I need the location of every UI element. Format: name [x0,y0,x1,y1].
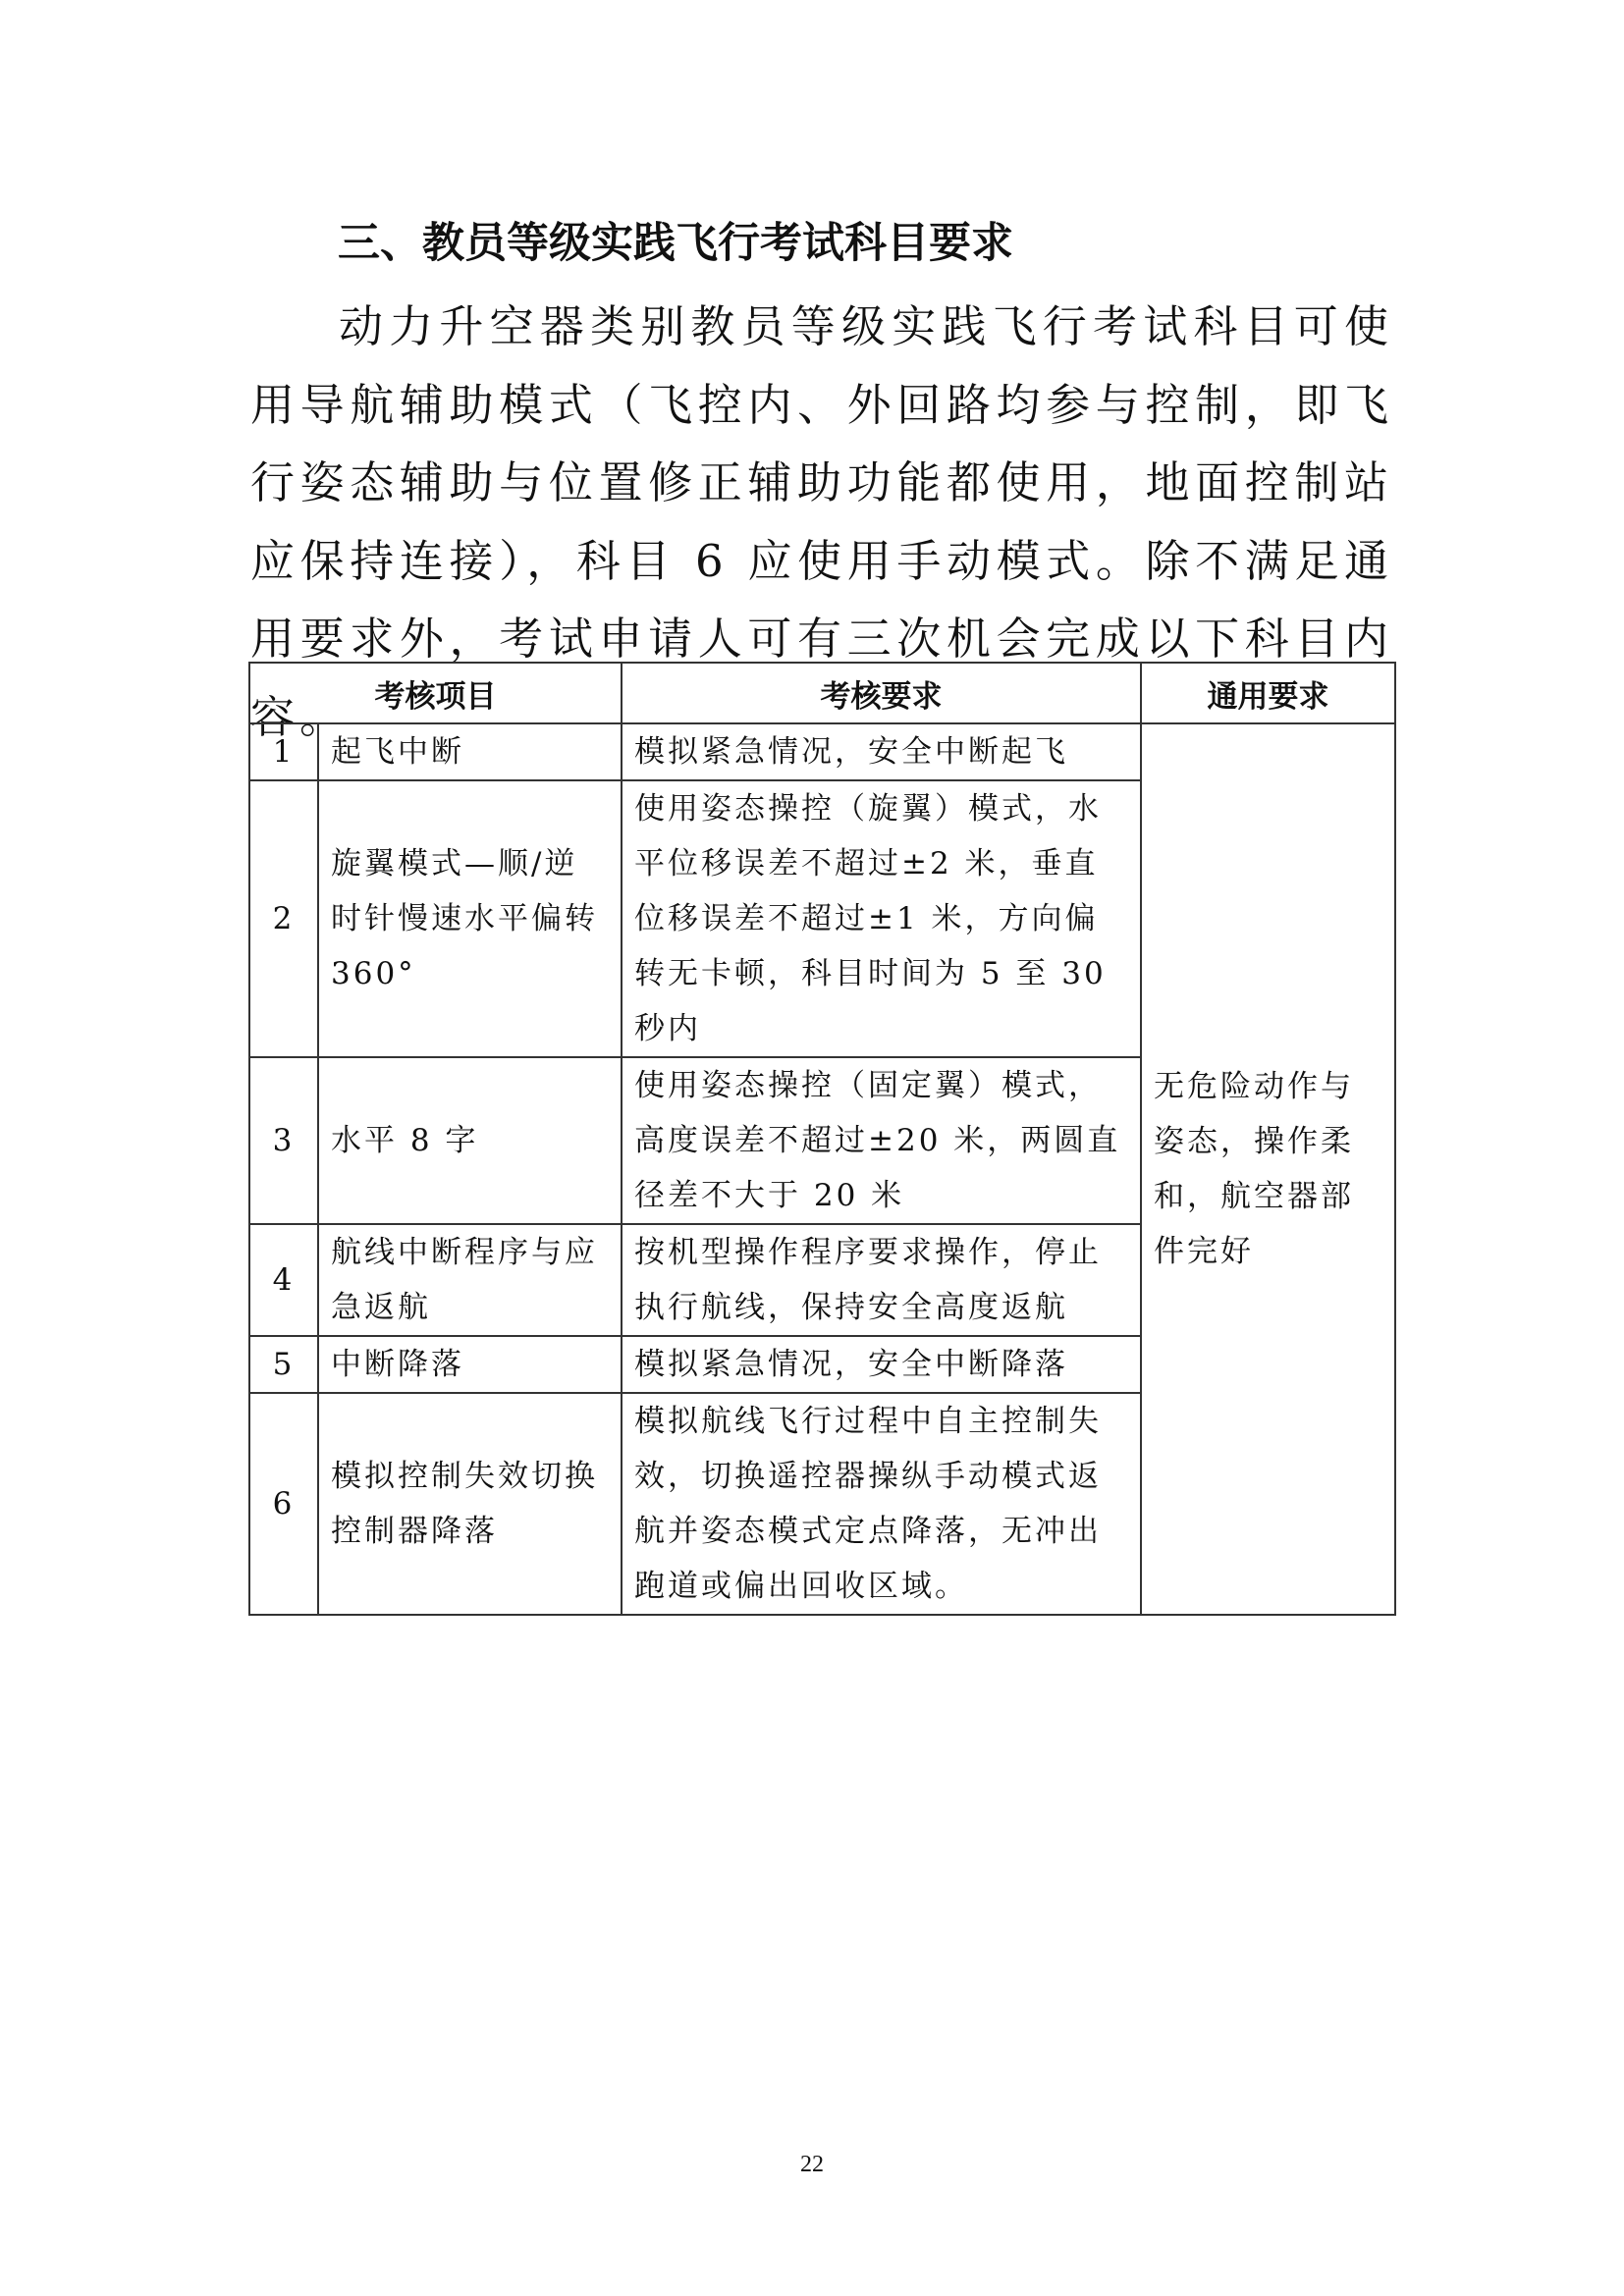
row-requirement: 模拟航线飞行过程中自主控制失效，切换遥控器操纵手动模式返航并姿态模式定点降落，无冲出跑道或偏出回收区域。 [622,1393,1141,1615]
row-requirement: 模拟紧急情况，安全中断降落 [622,1336,1141,1393]
row-number: 5 [249,1336,318,1393]
header-requirement: 考核要求 [622,663,1141,723]
row-requirement: 使用姿态操控（旋翼）模式，水平位移误差不超过±2 米，垂直位移误差不超过±1 米，方向偏转无卡顿，科目时间为 5 至 30 秒内 [622,780,1141,1057]
row-requirement: 使用姿态操控（固定翼）模式，高度误差不超过±20 米，两圆直径差不大于 20 米 [622,1057,1141,1224]
row-item: 水平 8 字 [318,1057,622,1224]
header-general: 通用要求 [1141,663,1395,723]
row-requirement: 按机型操作程序要求操作，停止执行航线，保持安全高度返航 [622,1224,1141,1336]
row-requirement: 模拟紧急情况，安全中断起飞 [622,723,1141,780]
row-item: 中断降落 [318,1336,622,1393]
row-item: 旋翼模式—顺/逆时针慢速水平偏转 360° [318,780,622,1057]
table-row [249,723,1395,780]
exam-requirements-table [248,662,1396,1616]
general-requirement: 无危险动作与姿态，操作柔和，航空器部件完好 [1141,723,1395,1615]
row-number: 2 [249,780,318,1057]
row-item: 模拟控制失效切换控制器降落 [318,1393,622,1615]
row-number: 3 [249,1057,318,1224]
row-number: 6 [249,1393,318,1615]
row-item: 起飞中断 [318,723,622,780]
section-heading: 三、教员等级实践飞行考试科目要求 [338,219,1013,268]
row-number: 1 [249,723,318,780]
intro-paragraph: 动力升空器类别教员等级实践飞行考试科目可使用导航辅助模式（飞控内、外回路均参与控制，即飞行姿态辅助与位置修正辅助功能都使用，地面控制站应保持连接），科目 6 应使用手动模式。除不满足通用要求外，考试申请人可有三次机会完成以下科目内容。 [250,300,1393,743]
table-header-row [249,663,1395,723]
row-number: 4 [249,1224,318,1336]
row-item: 航线中断程序与应急返航 [318,1224,622,1336]
header-item: 考核项目 [249,663,622,723]
page-number: 22 [800,2152,824,2177]
